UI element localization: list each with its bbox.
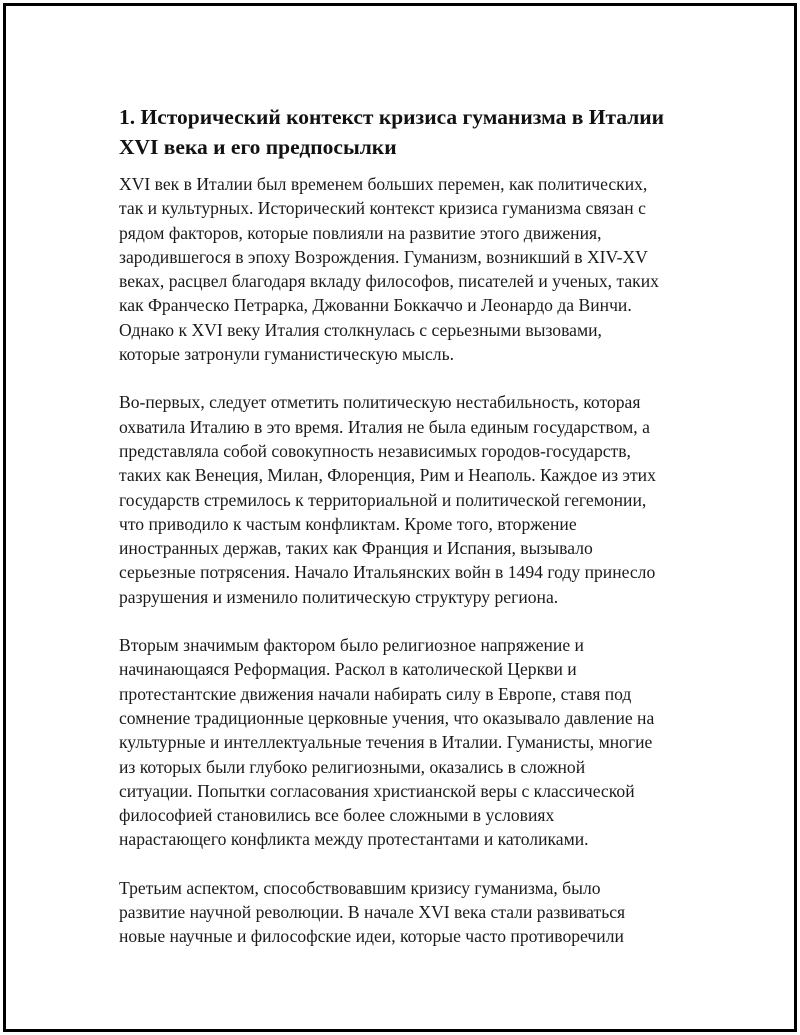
paragraph-line: нарастающего конфликта между протестантами и католиками. [119, 829, 589, 850]
paragraph-line: Во-первых, следует отметить политическую нестабильность, которая [119, 392, 641, 413]
document-body [119, 102, 694, 973]
section-heading [119, 102, 694, 162]
paragraph-line: развитие научной революции. В начале XVI века стали развиваться [119, 902, 626, 923]
paragraphs [119, 172, 694, 949]
heading-line: XVI века и его предпосылки [119, 135, 397, 159]
paragraph-line: которые затронули гуманистическую мысль. [119, 344, 454, 365]
paragraph-line: ситуации. Попытки согласования христианской веры с классической [119, 780, 635, 801]
paragraph-line: культурные и интеллектуальные течения в Италии. Гуманисты, многие [119, 732, 653, 753]
paragraph-line: начинающаяся Реформация. Раскол в католической Церкви и [119, 659, 577, 680]
paragraph-line: таких как Венеция, Милан, Флоренция, Рим и Неаполь. Каждое из этих [119, 465, 656, 486]
paragraph-line: протестантские движения начали набирать силу в Европе, ставя под [119, 683, 632, 704]
paragraph-line: веках, расцвел благодаря вкладу философов, писателей и ученых, таких [119, 271, 659, 292]
paragraph-line: философией становились все более сложными в условиях [119, 805, 555, 826]
paragraph-line: рядом факторов, которые повлияли на развитие этого движения, [119, 222, 602, 243]
paragraph [119, 390, 694, 609]
paragraph-line: охватила Италию в это время. Италия не была единым государством, а [119, 416, 650, 437]
paragraph-line: Однако к XVI веку Италия столкнулась с серьезными вызовами, [119, 319, 602, 340]
paragraph-line: зародившегося в эпоху Возрождения. Гуманизм, возникший в XIV-XV [119, 246, 648, 267]
paragraph [119, 876, 694, 949]
paragraph-line: что приводило к частым конфликтам. Кроме того, вторжение [119, 513, 577, 534]
paragraph-line: серьезные потрясения. Начало Итальянских войн в 1494 году принесло [119, 562, 656, 583]
page-frame [3, 3, 797, 1032]
paragraph [119, 633, 694, 852]
paragraph-line: иностранных держав, таких как Франция и Испания, вызывало [119, 538, 593, 559]
paragraph-line: как Франческо Петрарка, Джованни Боккаччо и Леонардо да Винчи. [119, 295, 632, 316]
paragraph-line: государств стремилось к территориальной и политической гегемонии, [119, 489, 647, 510]
paragraph-line: новые научные и философские идеи, которые часто противоречили [119, 926, 624, 947]
paragraph-line: разрушения и изменило политическую структуру региона. [119, 586, 559, 607]
paragraph [119, 172, 694, 366]
paragraph-line: так и культурных. Исторический контекст кризиса гуманизма связан с [119, 198, 646, 219]
paragraph-line: представляла собой совокупность независимых городов-государств, [119, 440, 631, 461]
paragraph-line: из которых были глубоко религиозными, оказались в сложной [119, 756, 586, 777]
paragraph-line: Третьим аспектом, способствовавшим кризису гуманизма, было [119, 877, 601, 898]
heading-line: 1. Исторический контекст кризиса гуманизма в Италии [119, 105, 665, 129]
paragraph-line: сомнение традиционные церковные учения, что оказывало давление на [119, 707, 655, 728]
paragraph-line: Вторым значимым фактором было религиозное напряжение и [119, 635, 584, 656]
paragraph-line: XVI век в Италии был временем больших перемен, как политических, [119, 174, 648, 194]
